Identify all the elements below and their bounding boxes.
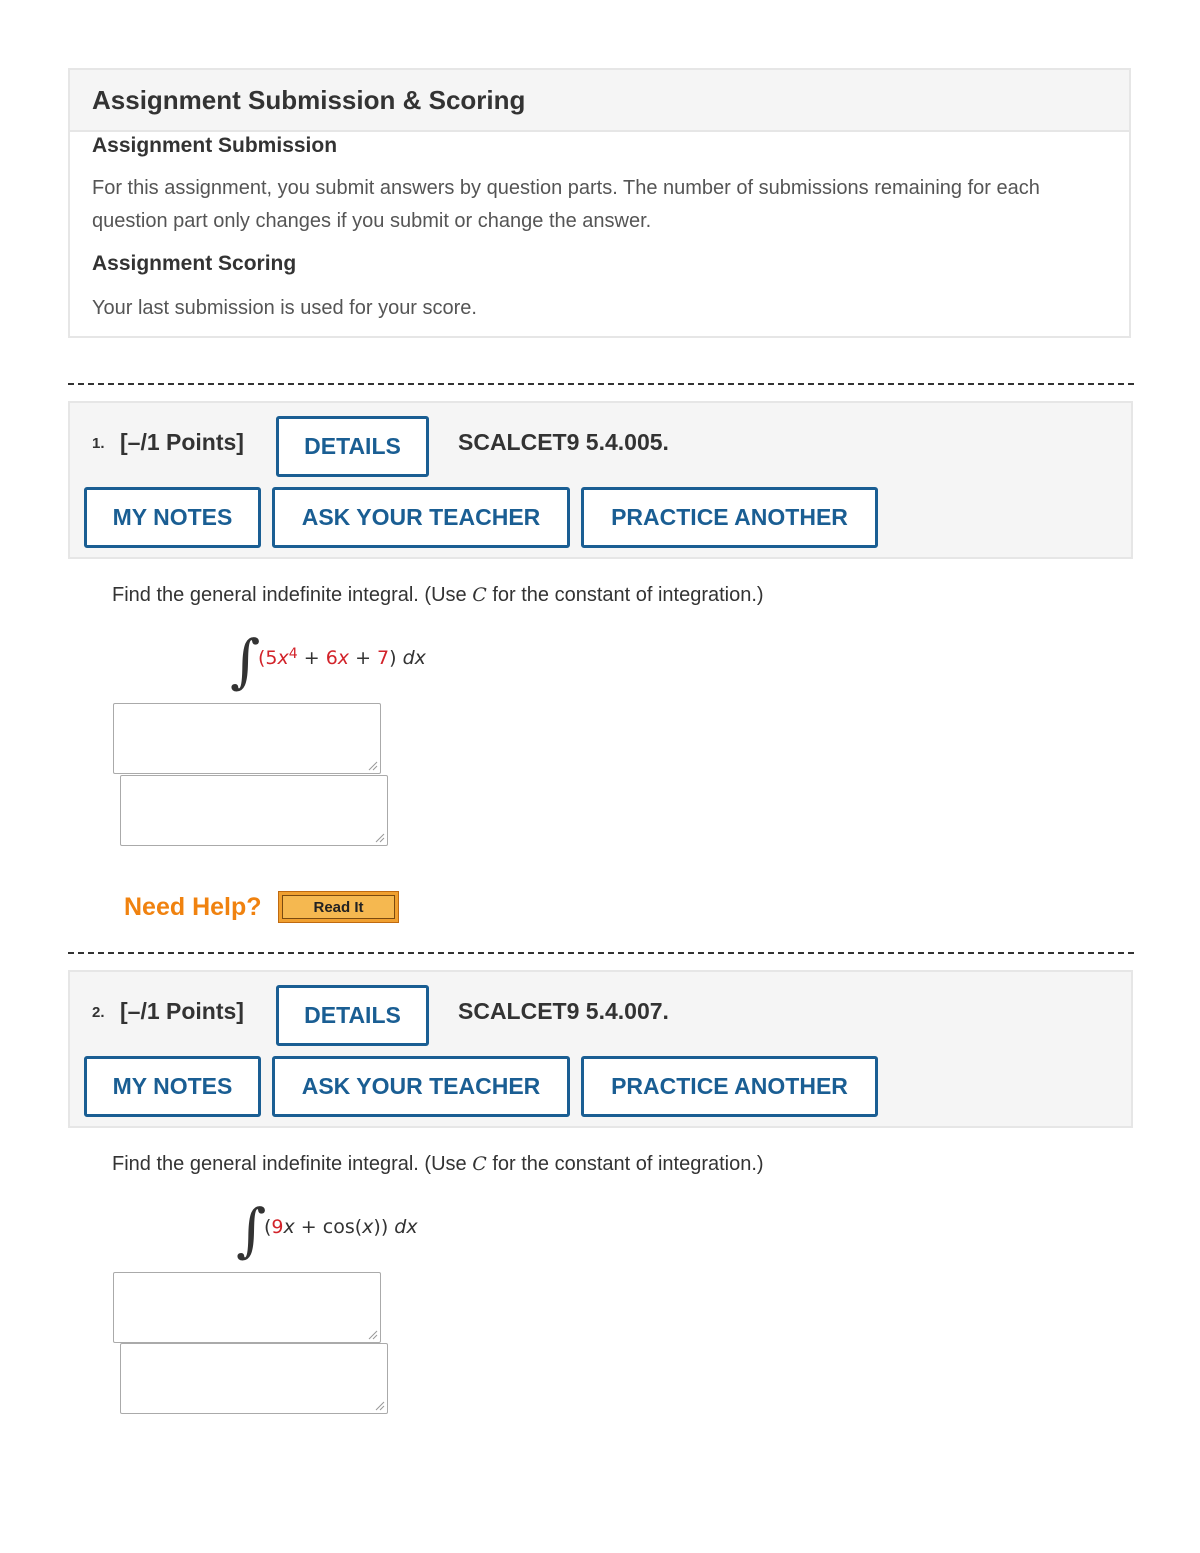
question-number: 1. bbox=[92, 435, 105, 452]
scoring-heading: Assignment Scoring bbox=[92, 252, 297, 275]
prompt-text: Find the general indefinite integral. (Use bbox=[112, 584, 473, 606]
question-2-integral bbox=[236, 1196, 486, 1264]
prompt-variable: C bbox=[472, 584, 487, 606]
answer-field[interactable] bbox=[113, 1272, 381, 1343]
question-1-integral bbox=[230, 627, 480, 695]
assignment-info-panel bbox=[68, 68, 1131, 338]
question-2-prompt bbox=[112, 1153, 764, 1176]
prompt-text-end: for the constant of integration.) bbox=[486, 584, 764, 606]
submission-text: For this assignment, you submit answers by question parts. The number of submissions remaining for each question part only changes if you submit or change the answer. bbox=[92, 177, 1040, 232]
question-1-header bbox=[68, 401, 1133, 559]
integral-expression: $(5x^4 + 6x + 7)$ dx bbox=[258, 646, 426, 669]
ask-your-teacher-button[interactable]: ASK YOUR TEACHER bbox=[272, 1056, 570, 1117]
question-divider bbox=[68, 383, 1134, 385]
details-button[interactable]: DETAILS bbox=[276, 985, 429, 1046]
my-notes-button[interactable]: MY NOTES bbox=[84, 1056, 261, 1117]
question-code: SCALCET9 5.4.007. bbox=[458, 998, 669, 1024]
my-notes-button[interactable]: MY NOTES bbox=[84, 487, 261, 548]
question-2-header bbox=[68, 970, 1133, 1128]
integral-expression: (9x + cos(x)) dx bbox=[264, 1216, 418, 1238]
resize-grip-icon[interactable] bbox=[373, 831, 385, 843]
answer-field[interactable] bbox=[113, 703, 381, 774]
integral-sign: ∫ bbox=[236, 1196, 267, 1264]
question-points: [–/1 Points] bbox=[120, 429, 244, 455]
ask-your-teacher-button[interactable]: ASK YOUR TEACHER bbox=[272, 487, 570, 548]
prompt-variable: C bbox=[472, 1153, 487, 1175]
info-panel-header bbox=[70, 70, 1129, 132]
read-it-button[interactable] bbox=[278, 891, 399, 923]
need-help-label: Need Help? bbox=[124, 893, 262, 921]
submission-heading: Assignment Submission bbox=[92, 134, 338, 157]
question-divider bbox=[68, 952, 1134, 954]
read-it-label: Read It bbox=[282, 895, 395, 919]
question-1-prompt bbox=[112, 584, 764, 607]
practice-another-button[interactable]: PRACTICE ANOTHER bbox=[581, 487, 878, 548]
practice-another-button[interactable]: PRACTICE ANOTHER bbox=[581, 1056, 878, 1117]
question-code: SCALCET9 5.4.005. bbox=[458, 429, 669, 455]
info-panel-title: Assignment Submission & Scoring bbox=[92, 84, 526, 115]
answer-field[interactable] bbox=[120, 1343, 388, 1414]
integral-sign: ∫ bbox=[230, 627, 261, 695]
resize-grip-icon[interactable] bbox=[366, 759, 378, 771]
details-button[interactable]: DETAILS bbox=[276, 416, 429, 477]
scoring-text: Your last submission is used for your score. bbox=[92, 297, 477, 319]
question-points: [–/1 Points] bbox=[120, 998, 244, 1024]
prompt-text-end: for the constant of integration.) bbox=[486, 1153, 764, 1175]
resize-grip-icon[interactable] bbox=[366, 1328, 378, 1340]
resize-grip-icon[interactable] bbox=[373, 1399, 385, 1411]
answer-field[interactable] bbox=[120, 775, 388, 846]
prompt-text: Find the general indefinite integral. (Use bbox=[112, 1153, 473, 1175]
question-number: 2. bbox=[92, 1004, 105, 1021]
